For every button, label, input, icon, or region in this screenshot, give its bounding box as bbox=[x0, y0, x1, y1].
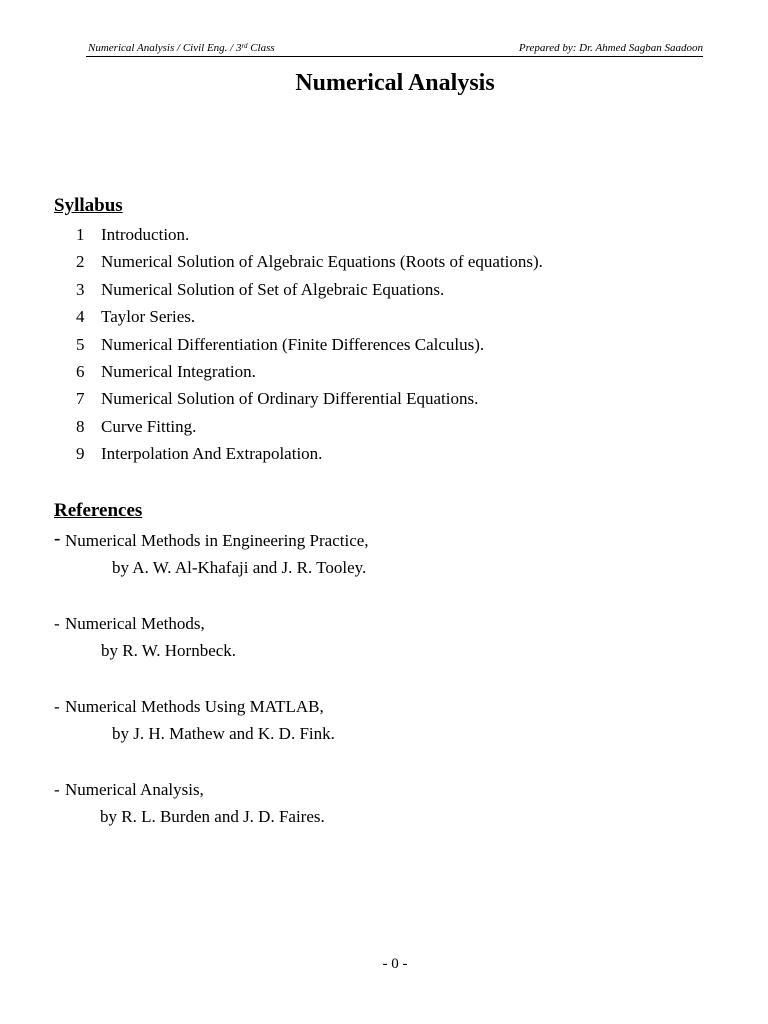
reference-author: by A. W. Al-Khafaji and J. R. Tooley. bbox=[112, 558, 367, 577]
syllabus-item-text: Numerical Solution of Set of Algebraic Equations. bbox=[101, 279, 445, 299]
reference-title: Numerical Methods, bbox=[65, 614, 205, 633]
syllabus-item bbox=[0, 279, 768, 306]
page-header bbox=[86, 42, 703, 57]
references-heading: References bbox=[54, 500, 143, 521]
syllabus-item bbox=[0, 251, 768, 278]
header-course-superscript: rd bbox=[241, 42, 248, 50]
header-course-text: Numerical Analysis / Civil Eng. / 3 bbox=[88, 42, 242, 54]
syllabus-item-text: Numerical Differentiation (Finite Differences Calculus). bbox=[101, 334, 485, 354]
syllabus-item-number: 1 bbox=[76, 225, 85, 244]
syllabus-item-text: Curve Fitting. bbox=[101, 416, 197, 436]
syllabus-item bbox=[0, 361, 768, 388]
reference-title: Numerical Methods Using MATLAB, bbox=[65, 697, 324, 716]
syllabus-item-text: Numerical Solution of Ordinary Differential Equations. bbox=[101, 389, 479, 409]
syllabus-item-text: Interpolation And Extrapolation. bbox=[101, 444, 323, 464]
syllabus-item bbox=[0, 443, 768, 470]
reference-title: Numerical Analysis, bbox=[65, 780, 204, 799]
syllabus-item-number: 5 bbox=[76, 334, 85, 354]
reference-dash: - bbox=[54, 528, 61, 549]
syllabus-item-number: 4 bbox=[76, 307, 85, 327]
syllabus-item bbox=[0, 416, 768, 443]
syllabus-item-text: Taylor Series. bbox=[101, 307, 196, 327]
syllabus-item-number: 9 bbox=[76, 444, 85, 464]
page-title: Numerical Analysis bbox=[295, 70, 495, 96]
reference-dash: - bbox=[54, 614, 60, 633]
syllabus-item-number: 6 bbox=[76, 361, 85, 381]
syllabus-item bbox=[0, 224, 768, 251]
reference-author: by R. L. Burden and J. D. Faires. bbox=[100, 807, 325, 826]
syllabus-item-text: Numerical Integration. bbox=[101, 361, 256, 381]
syllabus-item-text: Introduction. bbox=[101, 225, 190, 244]
header-course-suffix: Class bbox=[247, 42, 275, 54]
syllabus-item-number: 2 bbox=[76, 252, 85, 272]
reference-title: Numerical Methods in Engineering Practice, bbox=[65, 531, 369, 550]
syllabus-heading: Syllabus bbox=[54, 195, 123, 216]
page-number: - 0 - bbox=[382, 956, 408, 972]
reference-author: by J. H. Mathew and K. D. Fink. bbox=[112, 724, 335, 743]
syllabus-item-number: 3 bbox=[76, 279, 85, 299]
syllabus-list bbox=[0, 224, 768, 471]
reference-author: by R. W. Hornbeck. bbox=[101, 641, 237, 660]
reference-dash: - bbox=[54, 697, 60, 716]
syllabus-item bbox=[0, 334, 768, 361]
syllabus-item bbox=[0, 306, 768, 333]
syllabus-item-text: Numerical Solution of Algebraic Equations (Roots of equations). bbox=[101, 252, 543, 272]
header-course-info bbox=[88, 42, 275, 55]
header-author: Prepared by: Dr. Ahmed Sagban Saadoon bbox=[518, 42, 703, 54]
syllabus-item-number: 8 bbox=[76, 416, 85, 436]
syllabus-item-number: 7 bbox=[76, 389, 85, 409]
syllabus-item bbox=[0, 388, 768, 415]
reference-dash: - bbox=[54, 780, 60, 799]
